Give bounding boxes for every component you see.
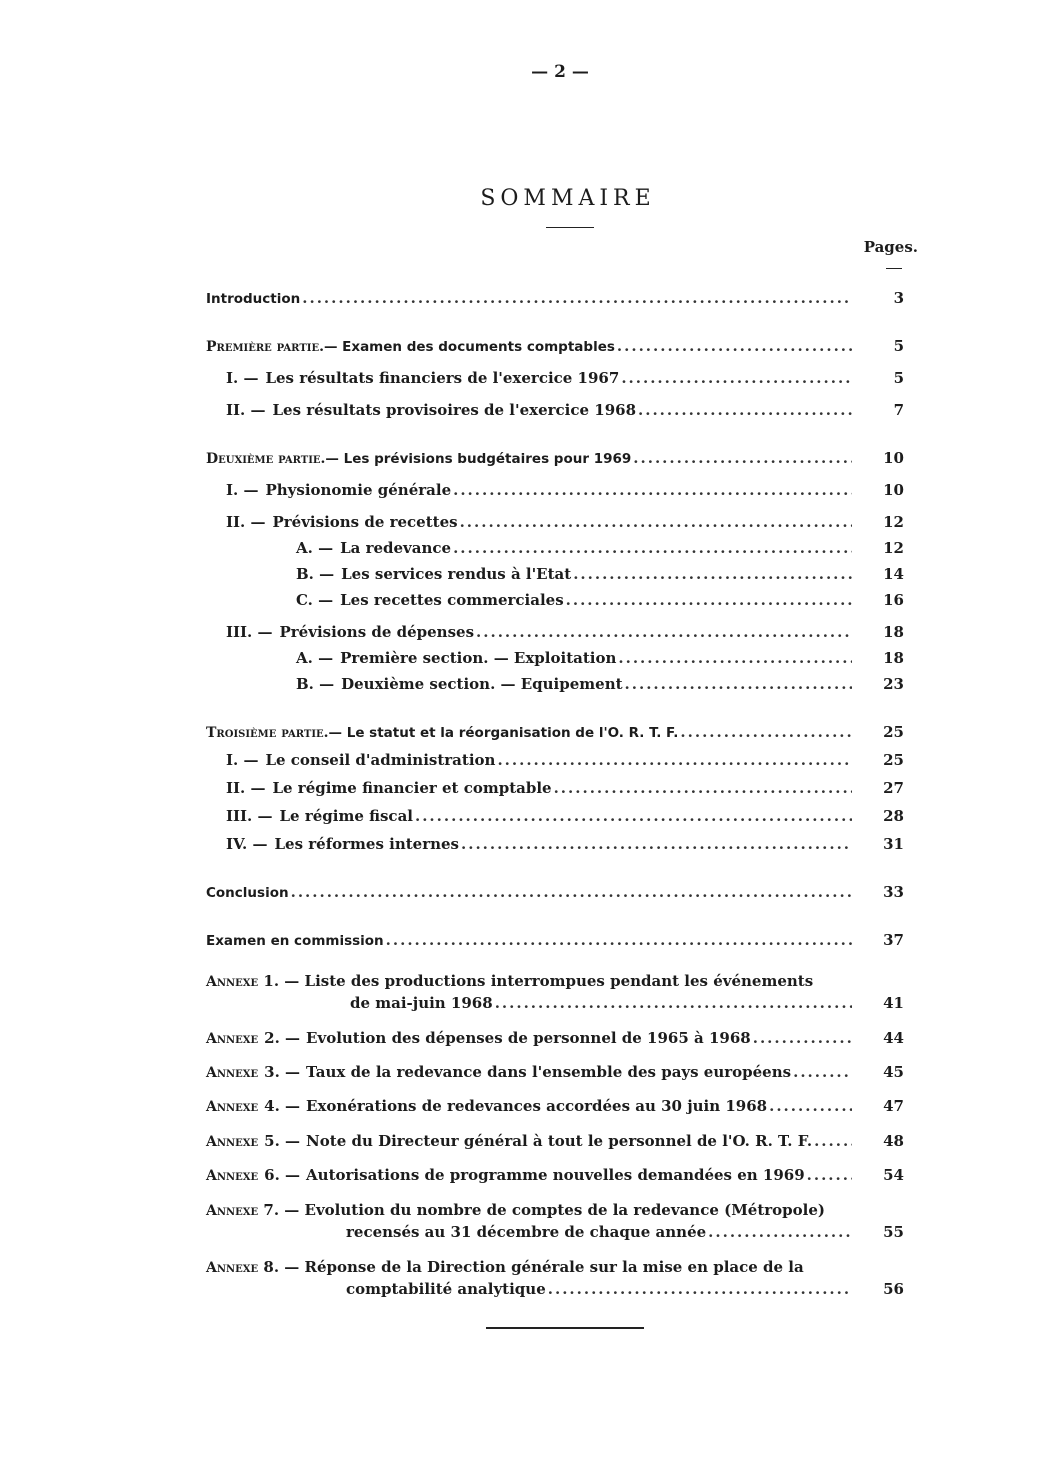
toc-entry-label: Exonérations de redevances accordées au 30 juin 1968 [306,1097,768,1115]
annex-prefix: Annexe [206,1260,259,1276]
title-underline [546,227,594,228]
toc-page-number: 12 [883,539,904,557]
section-number: I. — [226,481,259,499]
toc-entry-label: Physionomie générale [265,481,452,499]
toc-entry-label: Introduction [206,291,301,307]
toc-entry-p3-section-2[interactable] [226,778,904,798]
toc-entry-p1-section-2[interactable] [226,400,904,420]
toc-entry-p2-subsection-a[interactable] [296,538,904,558]
toc-page-number: 33 [883,883,904,901]
toc-page-number: 45 [883,1063,904,1081]
toc-entry-deuxieme-partie[interactable] [206,448,904,469]
toc-entry-label: Liste des productions interrompues pendant les événements [304,972,814,990]
dot-leader [554,778,852,798]
part-prefix: Première partie. [206,339,324,355]
annex-number: 6. — [264,1166,301,1184]
toc-page-number: 54 [883,1166,904,1184]
part-title: — Le statut et la réorganisation de l'O. R. T. F. [328,725,679,741]
toc-page-number: 44 [883,1029,904,1047]
dot-leader [633,448,852,468]
annex-number: 7. — [263,1201,300,1219]
section-number: II. — [226,779,266,797]
toc-entry-troisieme-partie[interactable] [206,722,904,743]
dot-leader [617,336,852,356]
end-rule [486,1327,644,1329]
annex-number: 2. — [264,1029,301,1047]
annex-prefix: Annexe [206,1168,259,1184]
toc-entry-annexe-8[interactable] [346,1279,904,1299]
dot-leader [573,564,852,584]
toc-entry-label: Les résultats financiers de l'exercice 1967 [265,369,620,387]
toc-entry-label: Examen en commission [206,933,384,949]
dot-leader [415,806,852,826]
section-number: C. — [296,591,334,609]
toc-entry-conclusion[interactable] [206,882,904,903]
toc-entry-p2-section-3[interactable] [226,622,904,642]
toc-page-number: 25 [883,723,904,741]
annex-number: 3. — [264,1063,301,1081]
toc-page-number: 5 [893,369,904,387]
section-number: III. — [226,623,273,641]
toc-entry-annexe-1-line1[interactable] [206,971,813,992]
toc-entry-annexe-3[interactable] [206,1062,904,1083]
toc-page-number: 7 [893,401,904,419]
dot-leader [548,1279,852,1299]
pages-column-label: Pages. [863,238,918,256]
dot-leader [753,1028,852,1048]
toc-page-number: 10 [883,481,904,499]
section-number: I. — [226,369,259,387]
part-title: — Examen des documents comptables [323,339,615,355]
toc-entry-p2-section-1[interactable] [226,480,904,500]
toc-entry-label: Conclusion [206,885,289,901]
dot-leader [621,368,852,388]
toc-entry-p2-subsection-3b[interactable] [296,674,904,694]
toc-entry-introduction[interactable] [206,288,904,309]
toc-page-number: 18 [883,649,904,667]
dot-leader [708,1222,852,1242]
dot-leader [566,590,852,610]
toc-page-number: 12 [883,513,904,531]
toc-page-number: 55 [883,1223,904,1241]
toc-entry-label: Les recettes commerciales [340,591,564,609]
toc-entry-p2-subsection-c[interactable] [296,590,904,610]
dot-leader [497,750,852,770]
dot-leader [769,1096,852,1116]
dot-leader [625,674,852,694]
toc-entry-label: Prévisions de dépenses [279,623,475,641]
annex-number: 5. — [264,1132,301,1150]
toc-page-number: 10 [883,449,904,467]
dot-leader [680,722,852,742]
toc-entry-label-continued: comptabilité analytique [346,1280,546,1298]
toc-entry-annexe-7[interactable] [346,1222,904,1242]
toc-entry-p2-subsection-b[interactable] [296,564,904,584]
toc-page-number: 23 [883,675,904,693]
section-number: A. — [296,539,334,557]
toc-entry-premiere-partie[interactable] [206,336,904,357]
toc-page-number: 28 [883,807,904,825]
annex-prefix: Annexe [206,1031,259,1047]
section-number: B. — [296,565,335,583]
dot-leader [386,930,852,950]
toc-entry-label-continued: recensés au 31 décembre de chaque année [346,1223,707,1241]
toc-entry-label: Première section. — Exploitation [340,649,617,667]
toc-entry-label: Deuxième section. — Equipement [341,675,623,693]
toc-entry-annexe-1[interactable] [350,993,904,1013]
dot-leader [453,480,852,500]
toc-entry-label: La redevance [340,539,452,557]
toc-entry-p2-subsection-3a[interactable] [296,648,904,668]
toc-entry-annexe-6[interactable] [206,1165,904,1186]
page-number: — 2 — [531,62,589,82]
dot-leader [495,993,852,1013]
toc-page-number: 25 [883,751,904,769]
toc-entry-p3-section-4[interactable] [226,834,904,854]
dot-leader [638,400,852,420]
toc-entry-examen-commission[interactable] [206,930,904,951]
toc-page-number: 14 [883,565,904,583]
annex-prefix: Annexe [206,1134,259,1150]
toc-page-number: 47 [883,1097,904,1115]
section-number: IV. — [226,835,268,853]
dot-leader [302,288,852,308]
part-prefix: Troisième partie. [206,725,329,741]
section-number: II. — [226,513,266,531]
section-number: II. — [226,401,266,419]
toc-entry-label: Autorisations de programme nouvelles demandées en 1969 [306,1166,805,1184]
toc-entry-label: Evolution du nombre de comptes de la redevance (Métropole) [304,1201,826,1219]
toc-entry-annexe-2[interactable] [206,1028,904,1049]
toc-page-number: 37 [883,931,904,949]
toc-page-number: 3 [893,289,904,307]
dot-leader [807,1165,852,1185]
toc-page-number: 16 [883,591,904,609]
toc-entry-label: Prévisions de recettes [272,513,458,531]
part-prefix: Deuxième partie. [206,451,326,467]
annex-number: 8. — [263,1258,300,1276]
toc-entry-p1-section-1[interactable] [226,368,904,388]
toc-entry-p3-section-3[interactable] [226,806,904,826]
toc-entry-annexe-5[interactable] [206,1131,904,1152]
section-number: I. — [226,751,259,769]
pages-column-underline [886,268,902,269]
toc-page-number: 41 [883,994,904,1012]
toc-entry-annexe-7-line1[interactable] [206,1200,825,1221]
toc-entry-label: Le conseil d'administration [265,751,496,769]
toc-entry-label: Les réformes internes [274,835,460,853]
annex-prefix: Annexe [206,1065,259,1081]
dot-leader [460,512,852,532]
section-number: B. — [296,675,335,693]
annex-number: 4. — [264,1097,301,1115]
dot-leader [814,1131,852,1151]
section-number: A. — [296,649,334,667]
toc-entry-label: Le régime financier et comptable [272,779,552,797]
toc-page-number: 56 [883,1280,904,1298]
dot-leader [291,882,852,902]
toc-entry-annexe-8-line1[interactable] [206,1257,804,1278]
toc-entry-label: Les services rendus à l'Etat [341,565,572,583]
toc-page-number: 18 [883,623,904,641]
toc-entry-label: Evolution des dépenses de personnel de 1965 à 1968 [306,1029,751,1047]
toc-page-number: 31 [883,835,904,853]
toc-page-number: 27 [883,779,904,797]
toc-entry-label: Les résultats provisoires de l'exercice 1968 [272,401,637,419]
dot-leader [476,622,852,642]
toc-page-number: 5 [893,337,904,355]
toc-entry-label: Réponse de la Direction générale sur la mise en place de la [304,1258,804,1276]
toc-page-number: 48 [883,1132,904,1150]
toc-entry-label-continued: de mai-juin 1968 [350,994,493,1012]
toc-entry-p2-section-2[interactable] [226,512,904,532]
dot-leader [453,538,852,558]
dot-leader [461,834,852,854]
dot-leader [793,1062,852,1082]
toc-entry-label: Le régime fiscal [279,807,413,825]
page-title: SOMMAIRE [480,186,656,211]
part-title: — Les prévisions budgétaires pour 1969 [325,451,632,467]
annex-prefix: Annexe [206,974,259,990]
toc-entry-p3-section-1[interactable] [226,750,904,770]
toc-entry-annexe-4[interactable] [206,1096,904,1117]
dot-leader [618,648,852,668]
toc-entry-label: Taux de la redevance dans l'ensemble des pays européens [306,1063,792,1081]
annex-prefix: Annexe [206,1099,259,1115]
toc-entry-label: Note du Directeur général à tout le personnel de l'O. R. T. F. [306,1132,813,1150]
annex-prefix: Annexe [206,1203,259,1219]
annex-number: 1. — [263,972,300,990]
section-number: III. — [226,807,273,825]
